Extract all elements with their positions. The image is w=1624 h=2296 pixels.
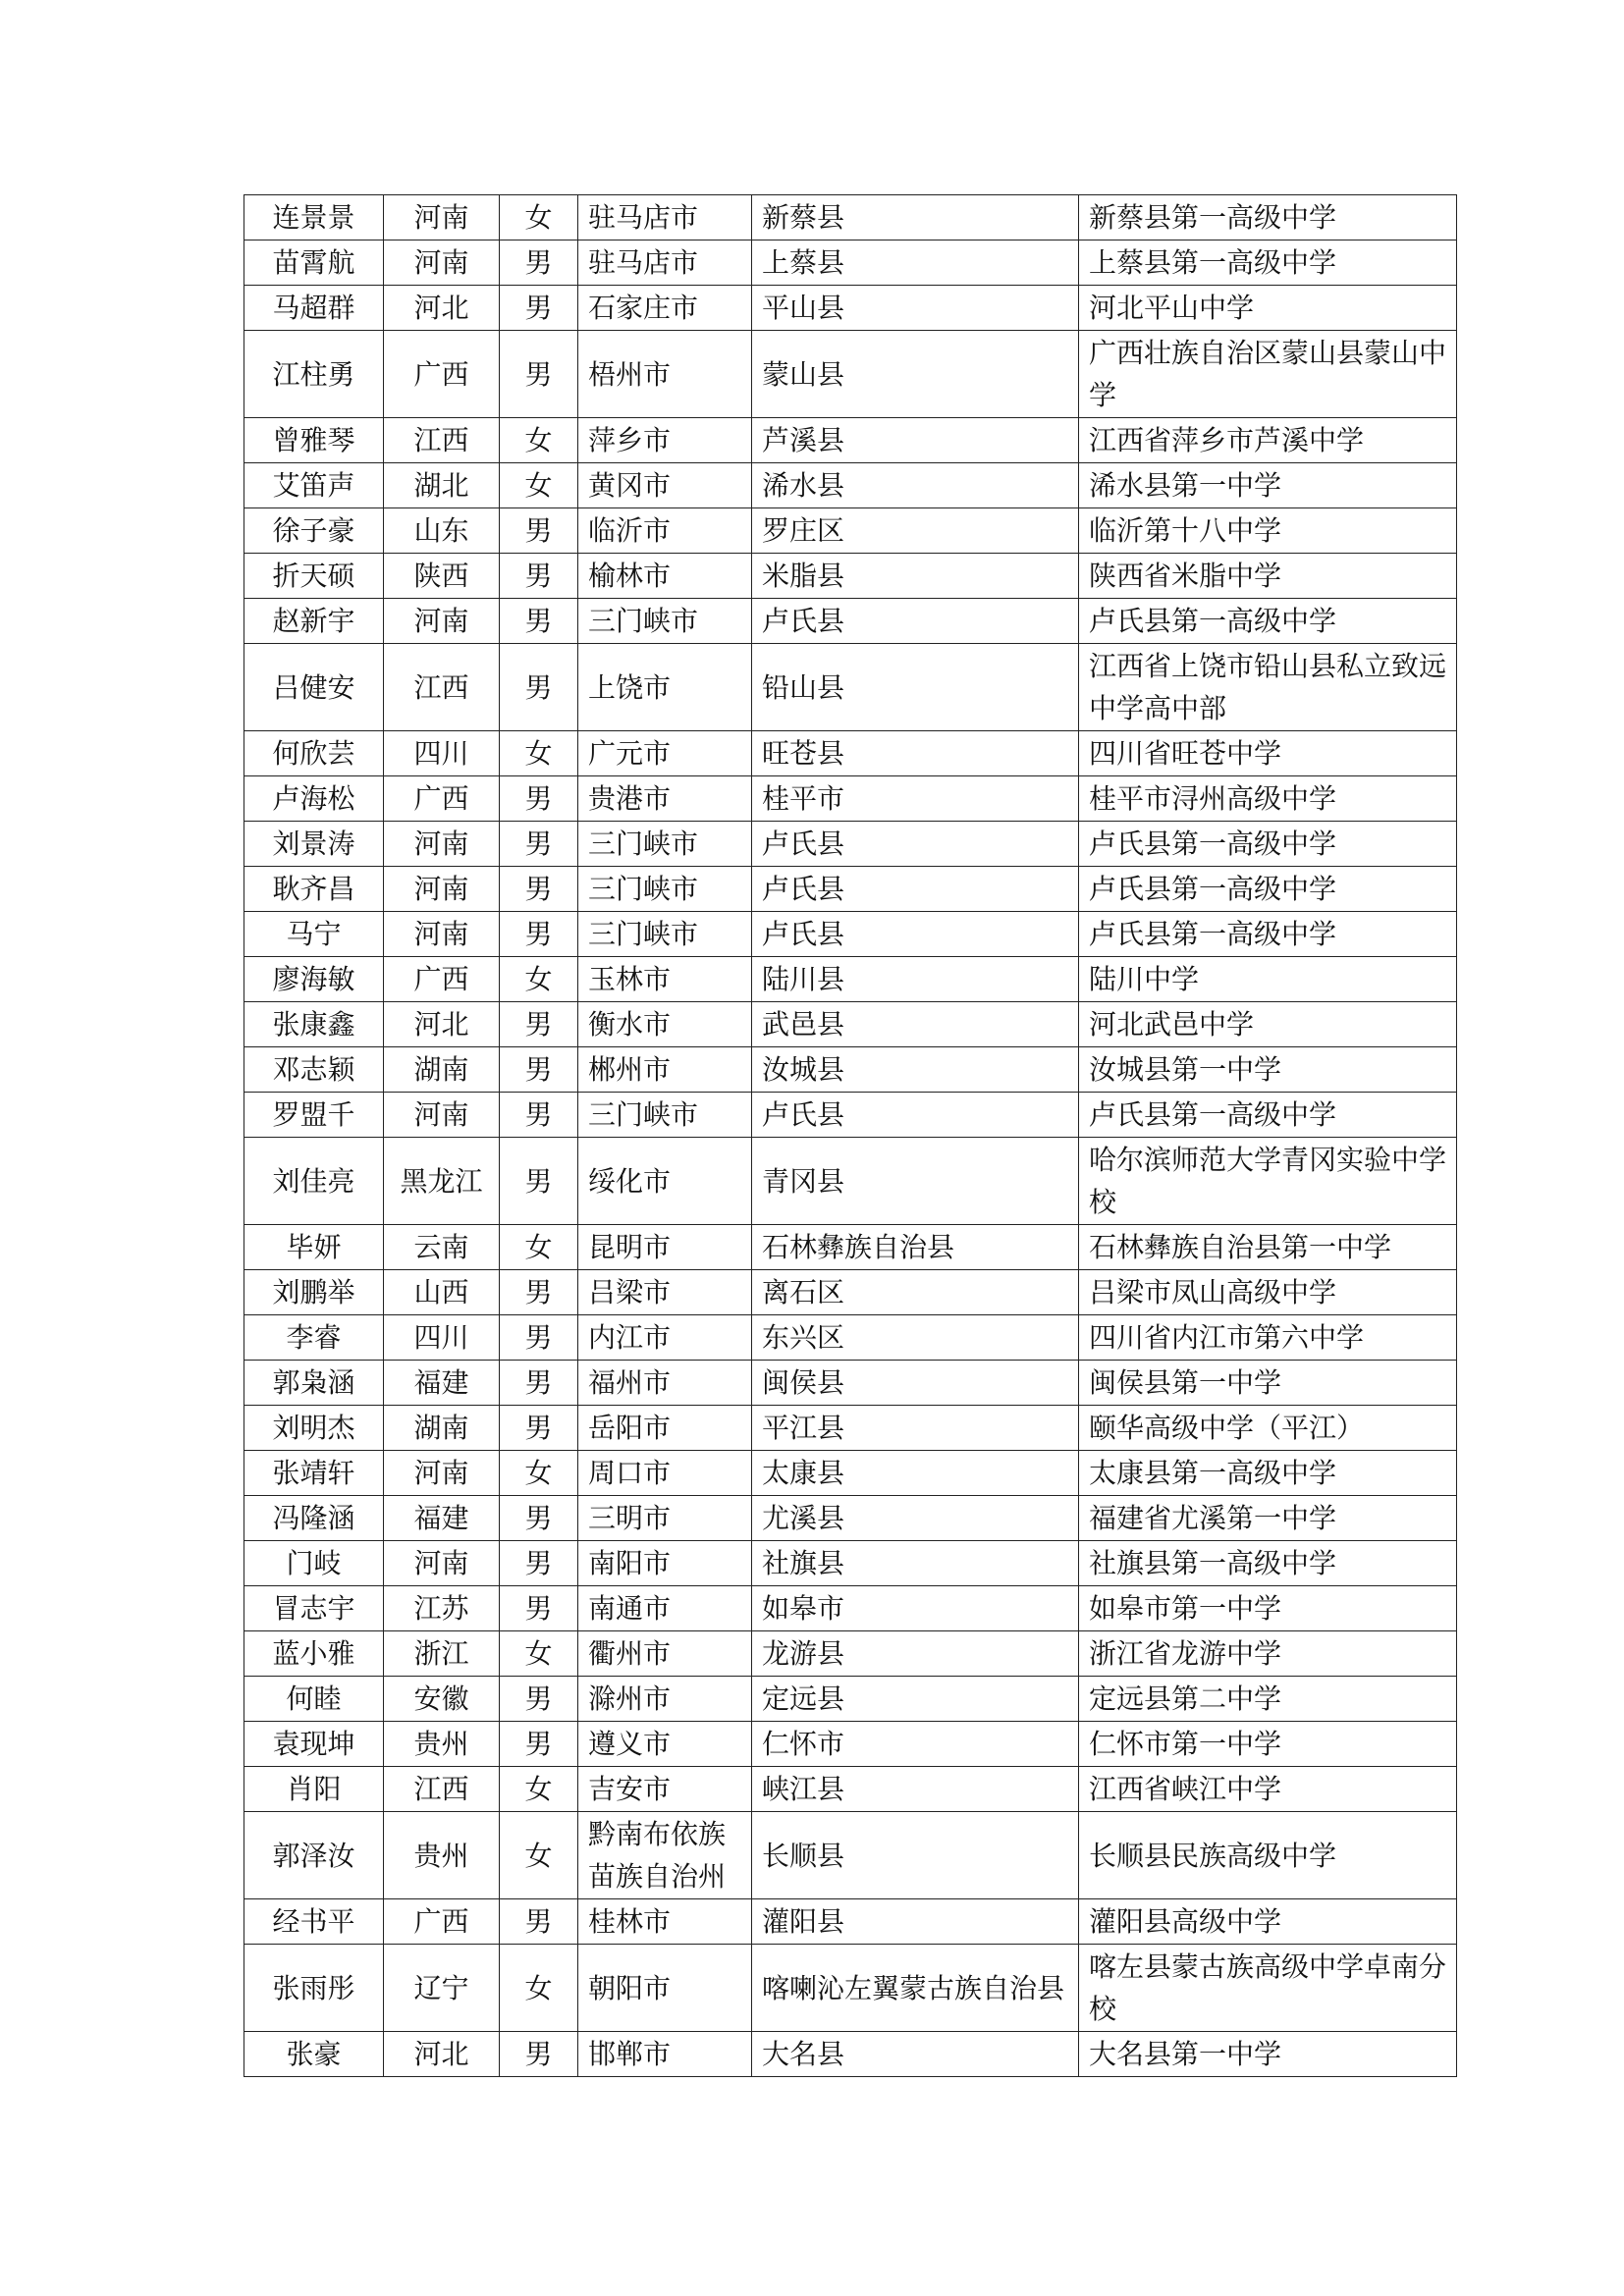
city-cell: 梧州市 xyxy=(578,331,752,418)
table-row xyxy=(244,1586,1457,1631)
city-cell: 邯郸市 xyxy=(578,2032,752,2077)
city-cell: 黔南布依族苗族自治州 xyxy=(578,1812,752,1899)
province-cell: 河南 xyxy=(384,195,500,240)
school-cell: 浙江省龙游中学 xyxy=(1079,1631,1457,1677)
student-name-cell: 冯隆涵 xyxy=(244,1496,384,1541)
gender-cell: 男 xyxy=(500,1899,578,1945)
gender-cell: 女 xyxy=(500,1767,578,1812)
city-cell: 衢州市 xyxy=(578,1631,752,1677)
student-name-cell: 耿齐昌 xyxy=(244,867,384,912)
table-row xyxy=(244,463,1457,508)
gender-cell: 女 xyxy=(500,1812,578,1899)
table-row xyxy=(244,1451,1457,1496)
county-cell: 铅山县 xyxy=(752,644,1079,731)
table-row xyxy=(244,731,1457,776)
school-cell: 四川省内江市第六中学 xyxy=(1079,1315,1457,1361)
table-row xyxy=(244,599,1457,644)
province-cell: 河北 xyxy=(384,286,500,331)
student-name-cell: 张豪 xyxy=(244,2032,384,2077)
student-name-cell: 蓝小雅 xyxy=(244,1631,384,1677)
student-name-cell: 毕妍 xyxy=(244,1225,384,1270)
school-cell: 灌阳县高级中学 xyxy=(1079,1899,1457,1945)
school-cell: 四川省旺苍中学 xyxy=(1079,731,1457,776)
gender-cell: 男 xyxy=(500,1722,578,1767)
city-cell: 三明市 xyxy=(578,1496,752,1541)
student-name-cell: 吕健安 xyxy=(244,644,384,731)
gender-cell: 男 xyxy=(500,286,578,331)
province-cell: 山西 xyxy=(384,1270,500,1315)
table-row xyxy=(244,554,1457,599)
city-cell: 榆林市 xyxy=(578,554,752,599)
gender-cell: 女 xyxy=(500,1945,578,2032)
school-cell: 大名县第一中学 xyxy=(1079,2032,1457,2077)
city-cell: 三门峡市 xyxy=(578,867,752,912)
gender-cell: 男 xyxy=(500,776,578,822)
table-row xyxy=(244,195,1457,240)
student-name-cell: 何欣芸 xyxy=(244,731,384,776)
table-row xyxy=(244,1541,1457,1586)
school-cell: 江西省上饶市铅山县私立致远中学高中部 xyxy=(1079,644,1457,731)
school-cell: 陕西省米脂中学 xyxy=(1079,554,1457,599)
gender-cell: 男 xyxy=(500,1677,578,1722)
city-cell: 临沂市 xyxy=(578,508,752,554)
table-row xyxy=(244,1677,1457,1722)
county-cell: 上蔡县 xyxy=(752,240,1079,286)
county-cell: 卢氏县 xyxy=(752,599,1079,644)
table-row xyxy=(244,2032,1457,2077)
student-name-cell: 江柱勇 xyxy=(244,331,384,418)
student-name-cell: 赵新宇 xyxy=(244,599,384,644)
county-cell: 太康县 xyxy=(752,1451,1079,1496)
province-cell: 云南 xyxy=(384,1225,500,1270)
city-cell: 南阳市 xyxy=(578,1541,752,1586)
school-cell: 陆川中学 xyxy=(1079,957,1457,1002)
county-cell: 喀喇沁左翼蒙古族自治县 xyxy=(752,1945,1079,2032)
table-row xyxy=(244,1406,1457,1451)
student-name-cell: 袁现坤 xyxy=(244,1722,384,1767)
county-cell: 桂平市 xyxy=(752,776,1079,822)
city-cell: 黄冈市 xyxy=(578,463,752,508)
table-row xyxy=(244,240,1457,286)
province-cell: 湖北 xyxy=(384,463,500,508)
table-row xyxy=(244,1899,1457,1945)
student-name-cell: 廖海敏 xyxy=(244,957,384,1002)
province-cell: 湖南 xyxy=(384,1406,500,1451)
student-name-cell: 郭泽汝 xyxy=(244,1812,384,1899)
school-cell: 汝城县第一中学 xyxy=(1079,1047,1457,1093)
city-cell: 福州市 xyxy=(578,1361,752,1406)
province-cell: 广西 xyxy=(384,957,500,1002)
gender-cell: 男 xyxy=(500,1315,578,1361)
table-row xyxy=(244,822,1457,867)
student-name-cell: 马超群 xyxy=(244,286,384,331)
school-cell: 卢氏县第一高级中学 xyxy=(1079,599,1457,644)
school-cell: 卢氏县第一高级中学 xyxy=(1079,912,1457,957)
school-cell: 江西省峡江中学 xyxy=(1079,1767,1457,1812)
county-cell: 灌阳县 xyxy=(752,1899,1079,1945)
city-cell: 广元市 xyxy=(578,731,752,776)
table-row xyxy=(244,1002,1457,1047)
school-cell: 卢氏县第一高级中学 xyxy=(1079,822,1457,867)
city-cell: 遵义市 xyxy=(578,1722,752,1767)
gender-cell: 男 xyxy=(500,1541,578,1586)
table-row xyxy=(244,912,1457,957)
school-cell: 定远县第二中学 xyxy=(1079,1677,1457,1722)
province-cell: 河南 xyxy=(384,1451,500,1496)
school-cell: 颐华高级中学（平江） xyxy=(1079,1406,1457,1451)
table-row xyxy=(244,1047,1457,1093)
student-name-cell: 卢海松 xyxy=(244,776,384,822)
gender-cell: 男 xyxy=(500,599,578,644)
student-name-cell: 连景景 xyxy=(244,195,384,240)
province-cell: 河南 xyxy=(384,599,500,644)
table-row xyxy=(244,1315,1457,1361)
school-cell: 哈尔滨师范大学青冈实验中学校 xyxy=(1079,1138,1457,1225)
table-row xyxy=(244,286,1457,331)
province-cell: 安徽 xyxy=(384,1677,500,1722)
city-cell: 萍乡市 xyxy=(578,418,752,463)
city-cell: 朝阳市 xyxy=(578,1945,752,2032)
city-cell: 驻马店市 xyxy=(578,240,752,286)
student-name-cell: 肖阳 xyxy=(244,1767,384,1812)
school-cell: 新蔡县第一高级中学 xyxy=(1079,195,1457,240)
student-name-cell: 刘明杰 xyxy=(244,1406,384,1451)
gender-cell: 男 xyxy=(500,867,578,912)
table-row xyxy=(244,508,1457,554)
gender-cell: 女 xyxy=(500,463,578,508)
city-cell: 滁州市 xyxy=(578,1677,752,1722)
gender-cell: 男 xyxy=(500,1093,578,1138)
city-cell: 上饶市 xyxy=(578,644,752,731)
student-name-cell: 李睿 xyxy=(244,1315,384,1361)
gender-cell: 男 xyxy=(500,1586,578,1631)
student-name-cell: 徐子豪 xyxy=(244,508,384,554)
table-row xyxy=(244,1138,1457,1225)
table-row xyxy=(244,1945,1457,2032)
county-cell: 卢氏县 xyxy=(752,1093,1079,1138)
school-cell: 如皋市第一中学 xyxy=(1079,1586,1457,1631)
gender-cell: 男 xyxy=(500,1361,578,1406)
school-cell: 广西壮族自治区蒙山县蒙山中学 xyxy=(1079,331,1457,418)
county-cell: 平山县 xyxy=(752,286,1079,331)
city-cell: 周口市 xyxy=(578,1451,752,1496)
student-name-cell: 折天硕 xyxy=(244,554,384,599)
table-row xyxy=(244,1767,1457,1812)
city-cell: 吉安市 xyxy=(578,1767,752,1812)
city-cell: 贵港市 xyxy=(578,776,752,822)
school-cell: 临沂第十八中学 xyxy=(1079,508,1457,554)
county-cell: 平江县 xyxy=(752,1406,1079,1451)
province-cell: 广西 xyxy=(384,1899,500,1945)
county-cell: 尤溪县 xyxy=(752,1496,1079,1541)
gender-cell: 男 xyxy=(500,1406,578,1451)
county-cell: 蒙山县 xyxy=(752,331,1079,418)
city-cell: 三门峡市 xyxy=(578,912,752,957)
county-cell: 峡江县 xyxy=(752,1767,1079,1812)
table-row xyxy=(244,776,1457,822)
province-cell: 江苏 xyxy=(384,1586,500,1631)
county-cell: 卢氏县 xyxy=(752,822,1079,867)
city-cell: 玉林市 xyxy=(578,957,752,1002)
table-row xyxy=(244,644,1457,731)
gender-cell: 男 xyxy=(500,1047,578,1093)
roster-table-body xyxy=(244,195,1457,2077)
gender-cell: 男 xyxy=(500,508,578,554)
gender-cell: 男 xyxy=(500,644,578,731)
county-cell: 东兴区 xyxy=(752,1315,1079,1361)
county-cell: 离石区 xyxy=(752,1270,1079,1315)
city-cell: 桂林市 xyxy=(578,1899,752,1945)
school-cell: 卢氏县第一高级中学 xyxy=(1079,867,1457,912)
county-cell: 定远县 xyxy=(752,1677,1079,1722)
province-cell: 河南 xyxy=(384,822,500,867)
province-cell: 江西 xyxy=(384,418,500,463)
county-cell: 卢氏县 xyxy=(752,867,1079,912)
county-cell: 青冈县 xyxy=(752,1138,1079,1225)
gender-cell: 女 xyxy=(500,957,578,1002)
school-cell: 江西省萍乡市芦溪中学 xyxy=(1079,418,1457,463)
table-row xyxy=(244,1270,1457,1315)
school-cell: 河北平山中学 xyxy=(1079,286,1457,331)
county-cell: 龙游县 xyxy=(752,1631,1079,1677)
student-name-cell: 苗霄航 xyxy=(244,240,384,286)
gender-cell: 女 xyxy=(500,418,578,463)
province-cell: 广西 xyxy=(384,331,500,418)
table-row xyxy=(244,1361,1457,1406)
province-cell: 湖南 xyxy=(384,1047,500,1093)
gender-cell: 男 xyxy=(500,1138,578,1225)
county-cell: 如皋市 xyxy=(752,1586,1079,1631)
table-row xyxy=(244,1722,1457,1767)
school-cell: 闽侯县第一中学 xyxy=(1079,1361,1457,1406)
table-row xyxy=(244,1812,1457,1899)
province-cell: 辽宁 xyxy=(384,1945,500,2032)
table-row xyxy=(244,1496,1457,1541)
school-cell: 喀左县蒙古族高级中学卓南分校 xyxy=(1079,1945,1457,2032)
county-cell: 陆川县 xyxy=(752,957,1079,1002)
city-cell: 内江市 xyxy=(578,1315,752,1361)
province-cell: 河南 xyxy=(384,912,500,957)
student-name-cell: 邓志颖 xyxy=(244,1047,384,1093)
school-cell: 长顺县民族高级中学 xyxy=(1079,1812,1457,1899)
gender-cell: 男 xyxy=(500,912,578,957)
province-cell: 江西 xyxy=(384,644,500,731)
gender-cell: 男 xyxy=(500,240,578,286)
province-cell: 河北 xyxy=(384,1002,500,1047)
gender-cell: 男 xyxy=(500,554,578,599)
province-cell: 四川 xyxy=(384,1315,500,1361)
student-name-cell: 曾雅琴 xyxy=(244,418,384,463)
city-cell: 岳阳市 xyxy=(578,1406,752,1451)
gender-cell: 女 xyxy=(500,1451,578,1496)
province-cell: 贵州 xyxy=(384,1722,500,1767)
province-cell: 陕西 xyxy=(384,554,500,599)
city-cell: 绥化市 xyxy=(578,1138,752,1225)
province-cell: 河南 xyxy=(384,867,500,912)
city-cell: 石家庄市 xyxy=(578,286,752,331)
table-row xyxy=(244,1093,1457,1138)
gender-cell: 男 xyxy=(500,822,578,867)
table-row xyxy=(244,867,1457,912)
school-cell: 太康县第一高级中学 xyxy=(1079,1451,1457,1496)
gender-cell: 女 xyxy=(500,731,578,776)
county-cell: 闽侯县 xyxy=(752,1361,1079,1406)
gender-cell: 女 xyxy=(500,195,578,240)
city-cell: 驻马店市 xyxy=(578,195,752,240)
student-name-cell: 艾笛声 xyxy=(244,463,384,508)
province-cell: 福建 xyxy=(384,1361,500,1406)
student-name-cell: 马宁 xyxy=(244,912,384,957)
city-cell: 昆明市 xyxy=(578,1225,752,1270)
student-name-cell: 刘景涛 xyxy=(244,822,384,867)
student-name-cell: 郭枭涵 xyxy=(244,1361,384,1406)
school-cell: 福建省尤溪第一中学 xyxy=(1079,1496,1457,1541)
province-cell: 黑龙江 xyxy=(384,1138,500,1225)
student-name-cell: 冒志宇 xyxy=(244,1586,384,1631)
table-row xyxy=(244,1631,1457,1677)
county-cell: 米脂县 xyxy=(752,554,1079,599)
county-cell: 汝城县 xyxy=(752,1047,1079,1093)
gender-cell: 男 xyxy=(500,1496,578,1541)
county-cell: 罗庄区 xyxy=(752,508,1079,554)
county-cell: 卢氏县 xyxy=(752,912,1079,957)
province-cell: 浙江 xyxy=(384,1631,500,1677)
table-row xyxy=(244,418,1457,463)
county-cell: 石林彝族自治县 xyxy=(752,1225,1079,1270)
student-name-cell: 门岐 xyxy=(244,1541,384,1586)
school-cell: 仁怀市第一中学 xyxy=(1079,1722,1457,1767)
county-cell: 旺苍县 xyxy=(752,731,1079,776)
province-cell: 广西 xyxy=(384,776,500,822)
gender-cell: 男 xyxy=(500,1002,578,1047)
county-cell: 长顺县 xyxy=(752,1812,1079,1899)
county-cell: 新蔡县 xyxy=(752,195,1079,240)
province-cell: 河南 xyxy=(384,240,500,286)
province-cell: 河北 xyxy=(384,2032,500,2077)
school-cell: 石林彝族自治县第一中学 xyxy=(1079,1225,1457,1270)
city-cell: 郴州市 xyxy=(578,1047,752,1093)
gender-cell: 男 xyxy=(500,1270,578,1315)
school-cell: 桂平市浔州高级中学 xyxy=(1079,776,1457,822)
gender-cell: 男 xyxy=(500,2032,578,2077)
province-cell: 贵州 xyxy=(384,1812,500,1899)
province-cell: 山东 xyxy=(384,508,500,554)
province-cell: 河南 xyxy=(384,1093,500,1138)
student-roster-table xyxy=(244,194,1457,2077)
city-cell: 南通市 xyxy=(578,1586,752,1631)
school-cell: 吕梁市凤山高级中学 xyxy=(1079,1270,1457,1315)
city-cell: 三门峡市 xyxy=(578,1093,752,1138)
school-cell: 社旗县第一高级中学 xyxy=(1079,1541,1457,1586)
county-cell: 社旗县 xyxy=(752,1541,1079,1586)
city-cell: 三门峡市 xyxy=(578,599,752,644)
school-cell: 上蔡县第一高级中学 xyxy=(1079,240,1457,286)
school-cell: 河北武邑中学 xyxy=(1079,1002,1457,1047)
school-cell: 卢氏县第一高级中学 xyxy=(1079,1093,1457,1138)
county-cell: 芦溪县 xyxy=(752,418,1079,463)
school-cell: 浠水县第一中学 xyxy=(1079,463,1457,508)
province-cell: 河南 xyxy=(384,1541,500,1586)
student-name-cell: 张康鑫 xyxy=(244,1002,384,1047)
gender-cell: 女 xyxy=(500,1225,578,1270)
table-row xyxy=(244,957,1457,1002)
student-name-cell: 刘鹏举 xyxy=(244,1270,384,1315)
student-name-cell: 何睦 xyxy=(244,1677,384,1722)
county-cell: 仁怀市 xyxy=(752,1722,1079,1767)
student-name-cell: 罗盟千 xyxy=(244,1093,384,1138)
city-cell: 吕梁市 xyxy=(578,1270,752,1315)
county-cell: 大名县 xyxy=(752,2032,1079,2077)
province-cell: 江西 xyxy=(384,1767,500,1812)
city-cell: 三门峡市 xyxy=(578,822,752,867)
student-name-cell: 刘佳亮 xyxy=(244,1138,384,1225)
gender-cell: 女 xyxy=(500,1631,578,1677)
student-name-cell: 经书平 xyxy=(244,1899,384,1945)
county-cell: 武邑县 xyxy=(752,1002,1079,1047)
gender-cell: 男 xyxy=(500,331,578,418)
province-cell: 福建 xyxy=(384,1496,500,1541)
student-name-cell: 张雨彤 xyxy=(244,1945,384,2032)
student-name-cell: 张靖轩 xyxy=(244,1451,384,1496)
county-cell: 浠水县 xyxy=(752,463,1079,508)
province-cell: 四川 xyxy=(384,731,500,776)
table-row xyxy=(244,1225,1457,1270)
table-row xyxy=(244,331,1457,418)
city-cell: 衡水市 xyxy=(578,1002,752,1047)
